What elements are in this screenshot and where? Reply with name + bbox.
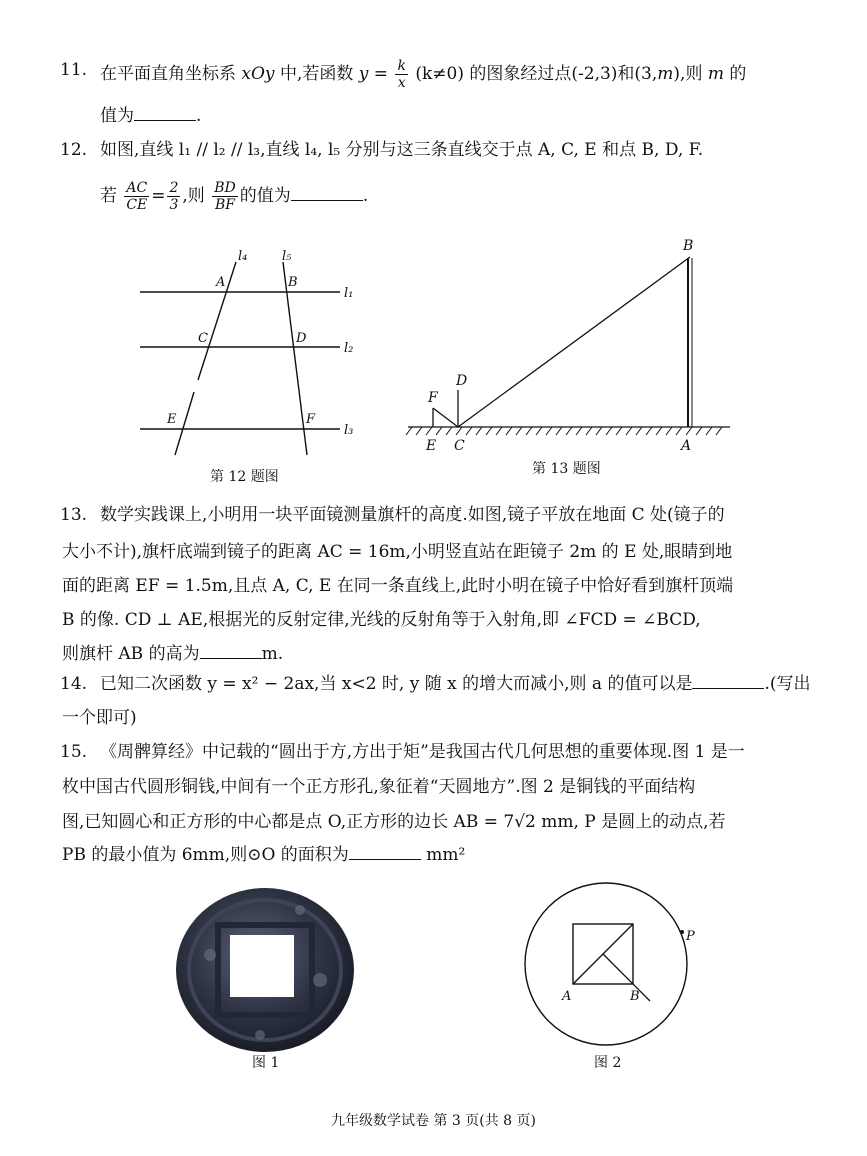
label-D: D	[456, 373, 468, 389]
q11-line2: 值为 .	[100, 106, 202, 126]
q13-line3: 面的距离 EF = 1.5m,且点 A, C, E 在同一条直线上,此时小明在镜子中恰好看到旗杆顶端	[62, 576, 734, 596]
label-l1: l₁	[344, 286, 354, 301]
q12-number: 12.	[60, 140, 88, 160]
label-A: A	[216, 275, 226, 290]
fig1-caption: 图 1	[252, 1055, 280, 1071]
answer-blank[interactable]	[134, 104, 196, 121]
label-B: B	[288, 275, 298, 290]
label-B: B	[630, 989, 640, 1004]
label-E: E	[167, 412, 177, 427]
label-C: C	[198, 331, 208, 346]
fig2-caption: 图 2	[594, 1055, 622, 1071]
fig12-caption: 第 12 题图	[210, 469, 279, 485]
label-F: F	[428, 390, 438, 406]
q13-line2: 大小不计),旗杆底端到镜子的距离 AC = 16m,小明竖直站在距镜子 2m 的 E 处,眼睛到地	[62, 542, 733, 562]
label-B: B	[683, 238, 694, 254]
q12-line1: 如图,直线 l₁ // l₂ // l₃,直线 l₄, l₅ 分别与这三条直线交于点 A, C, E 和点 B, D, F.	[100, 140, 704, 160]
label-A: A	[681, 438, 692, 454]
answer-blank[interactable]	[349, 843, 421, 860]
label-l2: l₂	[344, 341, 354, 356]
figure-2	[520, 880, 700, 1050]
fig13-caption: 第 13 题图	[532, 461, 601, 477]
label-A: A	[562, 989, 572, 1004]
q13-number: 13.	[60, 505, 88, 525]
answer-blank[interactable]	[291, 184, 363, 201]
label-D: D	[296, 331, 307, 346]
q14-line2: 一个即可)	[62, 708, 137, 728]
q11-line1: 在平面直角坐标系 xOy 中,若函数 y = $\frac{k}{x}$ (k≠0) 的图象经过点(-2,3)和(3,m),则 m 的	[100, 58, 747, 91]
label-C: C	[454, 438, 465, 454]
q15-number: 15.	[60, 742, 88, 762]
figure-12	[120, 240, 380, 460]
q12-line2: 若 $\frac{AC}{CE}$ = $\frac{2}{3}$ ,则 $\frac{BD}{BF}$ 的值为 .	[100, 180, 369, 213]
q15-line2: 枚中国古代圆形铜钱,中间有一个正方形孔,象征着“天圆地方”.图 2 是铜钱的平面结构	[62, 777, 696, 797]
q15-line1: 《周髀算经》中记载的“圆出于方,方出于矩”是我国古代几何思想的重要体现.图 1 是一	[100, 742, 745, 762]
q14-line1: 已知二次函数 y = x² − 2ax,当 x<2 时, y 随 x 的增大而减小,则 a 的值可以是 .(写出	[100, 674, 811, 694]
label-E: E	[426, 438, 437, 454]
coin-photo	[170, 885, 360, 1055]
q11-fraction: $\frac{k}{x}$	[397, 58, 406, 91]
figure-13	[400, 230, 740, 460]
label-l5: l₅	[282, 249, 292, 264]
q15-line4: PB 的最小值为 6mm,则⊙O 的面积为 mm²	[62, 845, 466, 865]
answer-blank[interactable]	[692, 672, 764, 689]
q13-line5: 则旗杆 AB 的高为 m.	[62, 644, 284, 664]
q13-line4: B 的像. CD ⊥ AE,根据光的反射定律,光线的反射角等于入射角,即 ∠FCD = ∠BCD,	[62, 610, 701, 630]
label-F: F	[306, 412, 316, 427]
answer-blank[interactable]	[200, 642, 262, 659]
q13-line1: 数学实践课上,小明用一块平面镜测量旗杆的高度.如图,镜子平放在地面 C 处(镜子的	[100, 505, 725, 525]
q14-number: 14.	[60, 674, 88, 694]
label-l3: l₃	[344, 423, 354, 438]
label-l4: l₄	[238, 249, 248, 264]
label-P: P	[686, 929, 695, 944]
page-footer: 九年级数学试卷 第 3 页(共 8 页)	[331, 1113, 536, 1129]
q11-number: 11.	[60, 60, 88, 80]
q15-line3: 图,已知圆心和正方形的中心都是点 O,正方形的边长 AB = 7√2 mm, P 是圆上的动点,若	[62, 812, 726, 832]
